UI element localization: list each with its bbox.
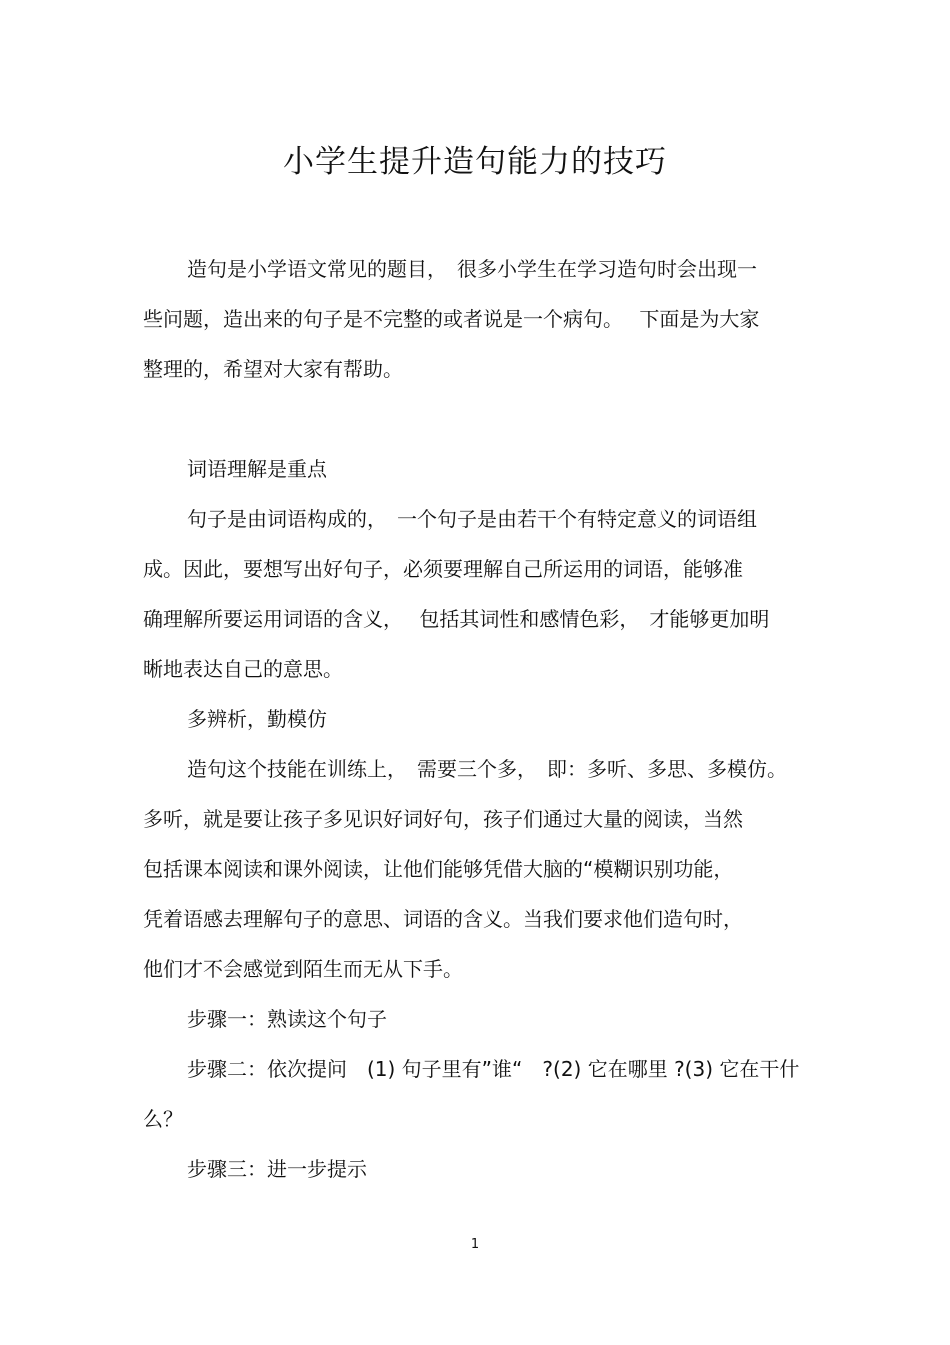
intro-line-1: 造句是小学语文常见的题目， 很多小学生在学习造句时会出现一 xyxy=(187,257,757,281)
intro-line-3: 整理的，希望对大家有帮助。 xyxy=(143,357,403,381)
step-three: 步骤三：进一步提示 xyxy=(187,1157,367,1181)
section-heading-word-understanding: 词语理解是重点 xyxy=(187,457,327,481)
section1-line-1: 句子是由词语构成的， 一个句子是由若干个有特定意义的词语组 xyxy=(187,507,757,531)
section2-line-1: 造句这个技能在训练上， 需要三个多， 即：多听、多思、多模仿。 xyxy=(187,757,787,781)
page-number: 1 xyxy=(470,1237,480,1252)
section2-line-5: 他们才不会感觉到陌生而无从下手。 xyxy=(143,957,463,981)
section1-line-4: 晰地表达自己的意思。 xyxy=(143,657,343,681)
step-two-line-1: 步骤二：依次提问 (1) 句子里有”谁“ ?(2) 它在哪里 ?(3) 它在干什 xyxy=(187,1057,800,1081)
step-one: 步骤一：熟读这个句子 xyxy=(187,1007,387,1031)
intro-line-2: 些问题，造出来的句子是不完整的或者说是一个病句。 下面是为大家 xyxy=(143,307,760,331)
section2-line-3: 包括课本阅读和课外阅读，让他们能够凭借大脑的“模糊识别功能， xyxy=(143,857,734,881)
page-title: 小学生提升造句能力的技巧 xyxy=(283,144,667,180)
section1-line-3: 确理解所要运用词语的含义， 包括其词性和感情色彩， 才能够更加明 xyxy=(143,607,770,631)
step-two-line-2: 么？ xyxy=(143,1107,183,1131)
section2-line-2: 多听，就是要让孩子多见识好词好句，孩子们通过大量的阅读，当然 xyxy=(143,807,743,831)
section2-line-4: 凭着语感去理解句子的意思、词语的含义。当我们要求他们造句时， xyxy=(143,907,743,931)
section1-line-2: 成。因此，要想写出好句子，必须要理解自己所运用的词语，能够准 xyxy=(143,557,743,581)
section-heading-imitation: 多辨析，勤模仿 xyxy=(187,707,327,731)
